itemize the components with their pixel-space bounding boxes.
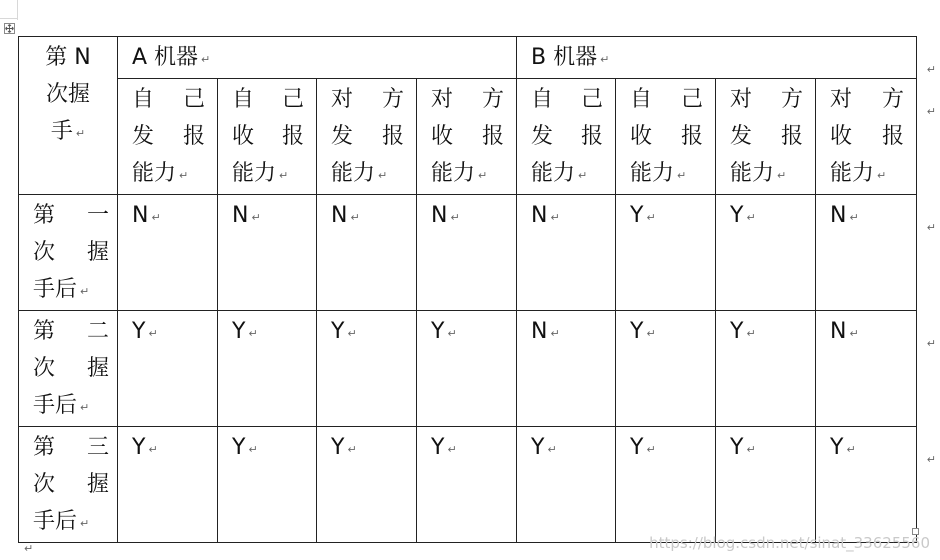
subheader-line: [830, 81, 904, 118]
subheader-char: 报: [882, 124, 905, 149]
cell-value: N: [830, 203, 847, 228]
subheader-char: 方: [781, 87, 804, 112]
paragraph-mark: ↵: [547, 443, 557, 456]
row-label-char: 握: [86, 472, 109, 497]
subheader-char: 收: [232, 124, 255, 149]
table-cell: [417, 195, 517, 311]
paragraph-mark: ↵: [251, 211, 261, 224]
row-label-line: [33, 234, 109, 271]
subheader-char: 收: [630, 124, 653, 149]
row-label-char: 二: [86, 319, 109, 344]
cell-value: Y: [132, 435, 146, 460]
table-cell: [317, 195, 417, 311]
table-cell: [517, 311, 616, 427]
crop-mark: [0, 18, 17, 19]
subheader-line: [431, 118, 504, 155]
paragraph-mark: ↵: [877, 169, 887, 182]
paragraph-mark: ↵: [846, 443, 856, 456]
subheader-line: [730, 118, 803, 155]
move-arrows-icon: [5, 24, 14, 33]
subheader-char: 自: [132, 87, 155, 112]
subheader-cell: [218, 79, 317, 195]
row-label-char: 握: [86, 240, 109, 265]
table-move-handle[interactable]: [4, 23, 15, 34]
subheader-line: [531, 155, 603, 194]
table-cell: [616, 195, 716, 311]
subheader-cell: [118, 79, 218, 195]
subheader-cell: [317, 79, 417, 195]
cell-value: Y: [630, 319, 644, 344]
subheader-char: 自: [531, 87, 554, 112]
row-end-mark: ↵: [926, 453, 937, 466]
table-cell: [517, 427, 616, 543]
subheader-line: [331, 155, 404, 194]
paragraph-mark: ↵: [378, 169, 388, 182]
subheader-text: 能力: [232, 161, 277, 186]
cell-value: N: [232, 203, 249, 228]
table-cell: [716, 195, 816, 311]
group-header-a: A 机器 ↵: [118, 37, 517, 79]
subheader-line: [630, 155, 703, 194]
table-subheader-row: [19, 79, 917, 195]
paragraph-mark: ↵: [550, 327, 560, 340]
subheader-char: 报: [381, 124, 404, 149]
subheader-line: [830, 155, 904, 194]
corner-label-line: 第 N: [45, 45, 91, 70]
subheader-line: [630, 118, 703, 155]
subheader-char: 己: [681, 87, 704, 112]
subheader-char: 发: [331, 124, 354, 149]
subheader-line: [531, 81, 603, 118]
paragraph-mark: ↵: [646, 211, 656, 224]
table-row: [19, 427, 917, 543]
paragraph-mark: ↵: [849, 327, 859, 340]
subheader-char: 对: [431, 87, 454, 112]
subheader-line: [232, 155, 304, 194]
cell-value: N: [132, 203, 149, 228]
paragraph-mark: ↵: [746, 211, 756, 224]
subheader-line: [132, 81, 205, 118]
table-cell: [816, 195, 937, 311]
row-label-line: [33, 387, 109, 426]
row-label-line: [33, 313, 109, 350]
subheader-char: 报: [482, 124, 505, 149]
table-cell: [118, 311, 218, 427]
table-cell: [716, 311, 816, 427]
row-label-char: 次: [33, 472, 56, 497]
row-label-char: 第: [33, 435, 56, 460]
table-cell: [816, 311, 937, 427]
subheader-text: 能力: [132, 161, 177, 186]
paragraph-mark: ↵: [148, 443, 158, 456]
paragraph-mark: ↵: [347, 327, 357, 340]
corner-label-line: 手 ↵: [50, 119, 86, 144]
subheader-char: 方: [482, 87, 505, 112]
cell-value: Y: [730, 203, 744, 228]
subheader-line: [331, 81, 404, 118]
subheader-text: 能力: [431, 161, 476, 186]
row-label-text: 手后: [33, 393, 78, 418]
subheader-char: 收: [431, 124, 454, 149]
cell-value: Y: [132, 319, 146, 344]
row-label-line: [33, 503, 109, 542]
paragraph-mark: ↵: [578, 169, 588, 182]
paragraph-mark: ↵: [450, 211, 460, 224]
row-end-mark: ↵: [926, 105, 937, 118]
row-label-line: [33, 350, 109, 387]
corner-label-line: 次握: [45, 82, 90, 107]
subheader-text: 能力: [630, 161, 675, 186]
subheader-char: 对: [730, 87, 753, 112]
paragraph-mark: ↵: [849, 211, 859, 224]
table-cell: [616, 311, 716, 427]
subheader-char: 方: [381, 87, 404, 112]
subheader-char: 收: [830, 124, 853, 149]
subheader-char: 报: [182, 124, 205, 149]
subheader-char: 对: [331, 87, 354, 112]
paragraph-mark: ↵: [746, 327, 756, 340]
row-end-mark: ↵: [926, 221, 937, 234]
paragraph-mark: ↵: [777, 169, 787, 182]
row-label-line: [33, 466, 109, 503]
crop-mark: [17, 0, 18, 20]
subheader-char: 己: [281, 87, 304, 112]
paragraph-mark: ↵: [80, 401, 90, 414]
row-label-char: 三: [86, 435, 109, 460]
subheader-line: [431, 155, 504, 194]
table-cell: [218, 195, 317, 311]
cell-value: N: [830, 319, 847, 344]
cell-value: Y: [630, 435, 644, 460]
table-row: [19, 311, 917, 427]
subheader-char: 己: [581, 87, 604, 112]
paragraph-mark: ↵: [646, 443, 656, 456]
paragraph-mark: ↵: [151, 211, 161, 224]
table-cell: [218, 311, 317, 427]
row-label-char: 握: [86, 356, 109, 381]
paragraph-mark: ↵: [746, 443, 756, 456]
paragraph-mark: ↵: [179, 169, 189, 182]
table-cell: [816, 427, 937, 543]
subheader-line: [531, 118, 603, 155]
row-header-cell: [19, 195, 118, 311]
subheader-line: [730, 155, 803, 194]
paragraph-mark: ↵: [248, 443, 258, 456]
subheader-text: 能力: [531, 161, 576, 186]
row-label-text: 手后: [33, 277, 78, 302]
row-header-cell: [19, 427, 118, 543]
subheader-char: 对: [830, 87, 853, 112]
subheader-cell: [716, 79, 816, 195]
subheader-char: 己: [182, 87, 205, 112]
paragraph-mark: ↵: [279, 169, 289, 182]
paragraph-mark: ↵: [447, 443, 457, 456]
cell-value: Y: [232, 319, 246, 344]
row-label-text: 手后: [33, 509, 78, 534]
cell-value: Y: [830, 435, 844, 460]
subheader-line: [132, 118, 205, 155]
corner-header-cell: [19, 37, 118, 195]
row-end-mark: ↵: [926, 337, 937, 350]
table-group-header-row: [19, 37, 917, 79]
paragraph-mark: ↵: [646, 327, 656, 340]
cell-value: Y: [331, 435, 345, 460]
subheader-text: 能力: [730, 161, 775, 186]
row-label-char: 次: [33, 240, 56, 265]
row-header-cell: [19, 311, 118, 427]
cell-value: Y: [232, 435, 246, 460]
paragraph-mark: ↵: [24, 542, 34, 555]
row-label-char: 次: [33, 356, 56, 381]
cell-value: Y: [431, 319, 445, 344]
subheader-line: [830, 118, 904, 155]
row-label-line: [33, 197, 109, 234]
subheader-char: 自: [232, 87, 255, 112]
row-label-line: [33, 271, 109, 310]
paragraph-mark: ↵: [80, 517, 90, 530]
table-cell: [218, 427, 317, 543]
cell-value: Y: [630, 203, 644, 228]
subheader-char: 报: [281, 124, 304, 149]
cell-value: Y: [431, 435, 445, 460]
subheader-char: 发: [730, 124, 753, 149]
row-label-char: 第: [33, 203, 56, 228]
table-cell: [616, 427, 716, 543]
table-cell: [417, 427, 517, 543]
watermark: https://blog.csdn.net/sinat_33625560: [649, 534, 930, 552]
subheader-line: [730, 81, 803, 118]
table-cell: [417, 311, 517, 427]
cell-value: N: [431, 203, 448, 228]
subheader-char: 自: [630, 87, 653, 112]
subheader-line: [132, 155, 205, 194]
subheader-cell: [616, 79, 716, 195]
subheader-char: 发: [132, 124, 155, 149]
subheader-char: 报: [581, 124, 604, 149]
subheader-line: [232, 81, 304, 118]
cell-value: Y: [531, 435, 545, 460]
subheader-line: [331, 118, 404, 155]
subheader-cell: [816, 79, 937, 195]
group-header-b: B 机器 ↵ ↵: [517, 37, 917, 79]
subheader-line: [630, 81, 703, 118]
cell-value: N: [531, 203, 548, 228]
subheader-char: 发: [531, 124, 554, 149]
cell-value: N: [331, 203, 348, 228]
row-label-line: [33, 429, 109, 466]
table-cell: [317, 427, 417, 543]
row-label-char: 第: [33, 319, 56, 344]
table-cell: [118, 427, 218, 543]
paragraph-mark: ↵: [677, 169, 687, 182]
paragraph-mark: ↵: [478, 169, 488, 182]
cell-value: Y: [730, 435, 744, 460]
subheader-char: 报: [781, 124, 804, 149]
paragraph-mark: ↵: [550, 211, 560, 224]
paragraph-mark: ↵: [350, 211, 360, 224]
subheader-cell: [417, 79, 517, 195]
subheader-cell: [517, 79, 616, 195]
paragraph-mark: ↵: [347, 443, 357, 456]
table-cell: [317, 311, 417, 427]
cell-value: N: [531, 319, 548, 344]
subheader-text: 能力: [830, 161, 875, 186]
cell-value: Y: [730, 319, 744, 344]
subheader-char: 方: [882, 87, 905, 112]
table-cell: [716, 427, 816, 543]
paragraph-mark: ↵: [80, 285, 90, 298]
table-cell: [118, 195, 218, 311]
paragraph-mark: ↵: [248, 327, 258, 340]
table-cell: [517, 195, 616, 311]
subheader-line: [232, 118, 304, 155]
subheader-text: 能力: [331, 161, 376, 186]
paragraph-mark: ↵: [447, 327, 457, 340]
subheader-char: 报: [681, 124, 704, 149]
cell-value: Y: [331, 319, 345, 344]
table-row: [19, 195, 917, 311]
row-label-char: 一: [86, 203, 109, 228]
paragraph-mark: ↵: [148, 327, 158, 340]
subheader-line: [431, 81, 504, 118]
